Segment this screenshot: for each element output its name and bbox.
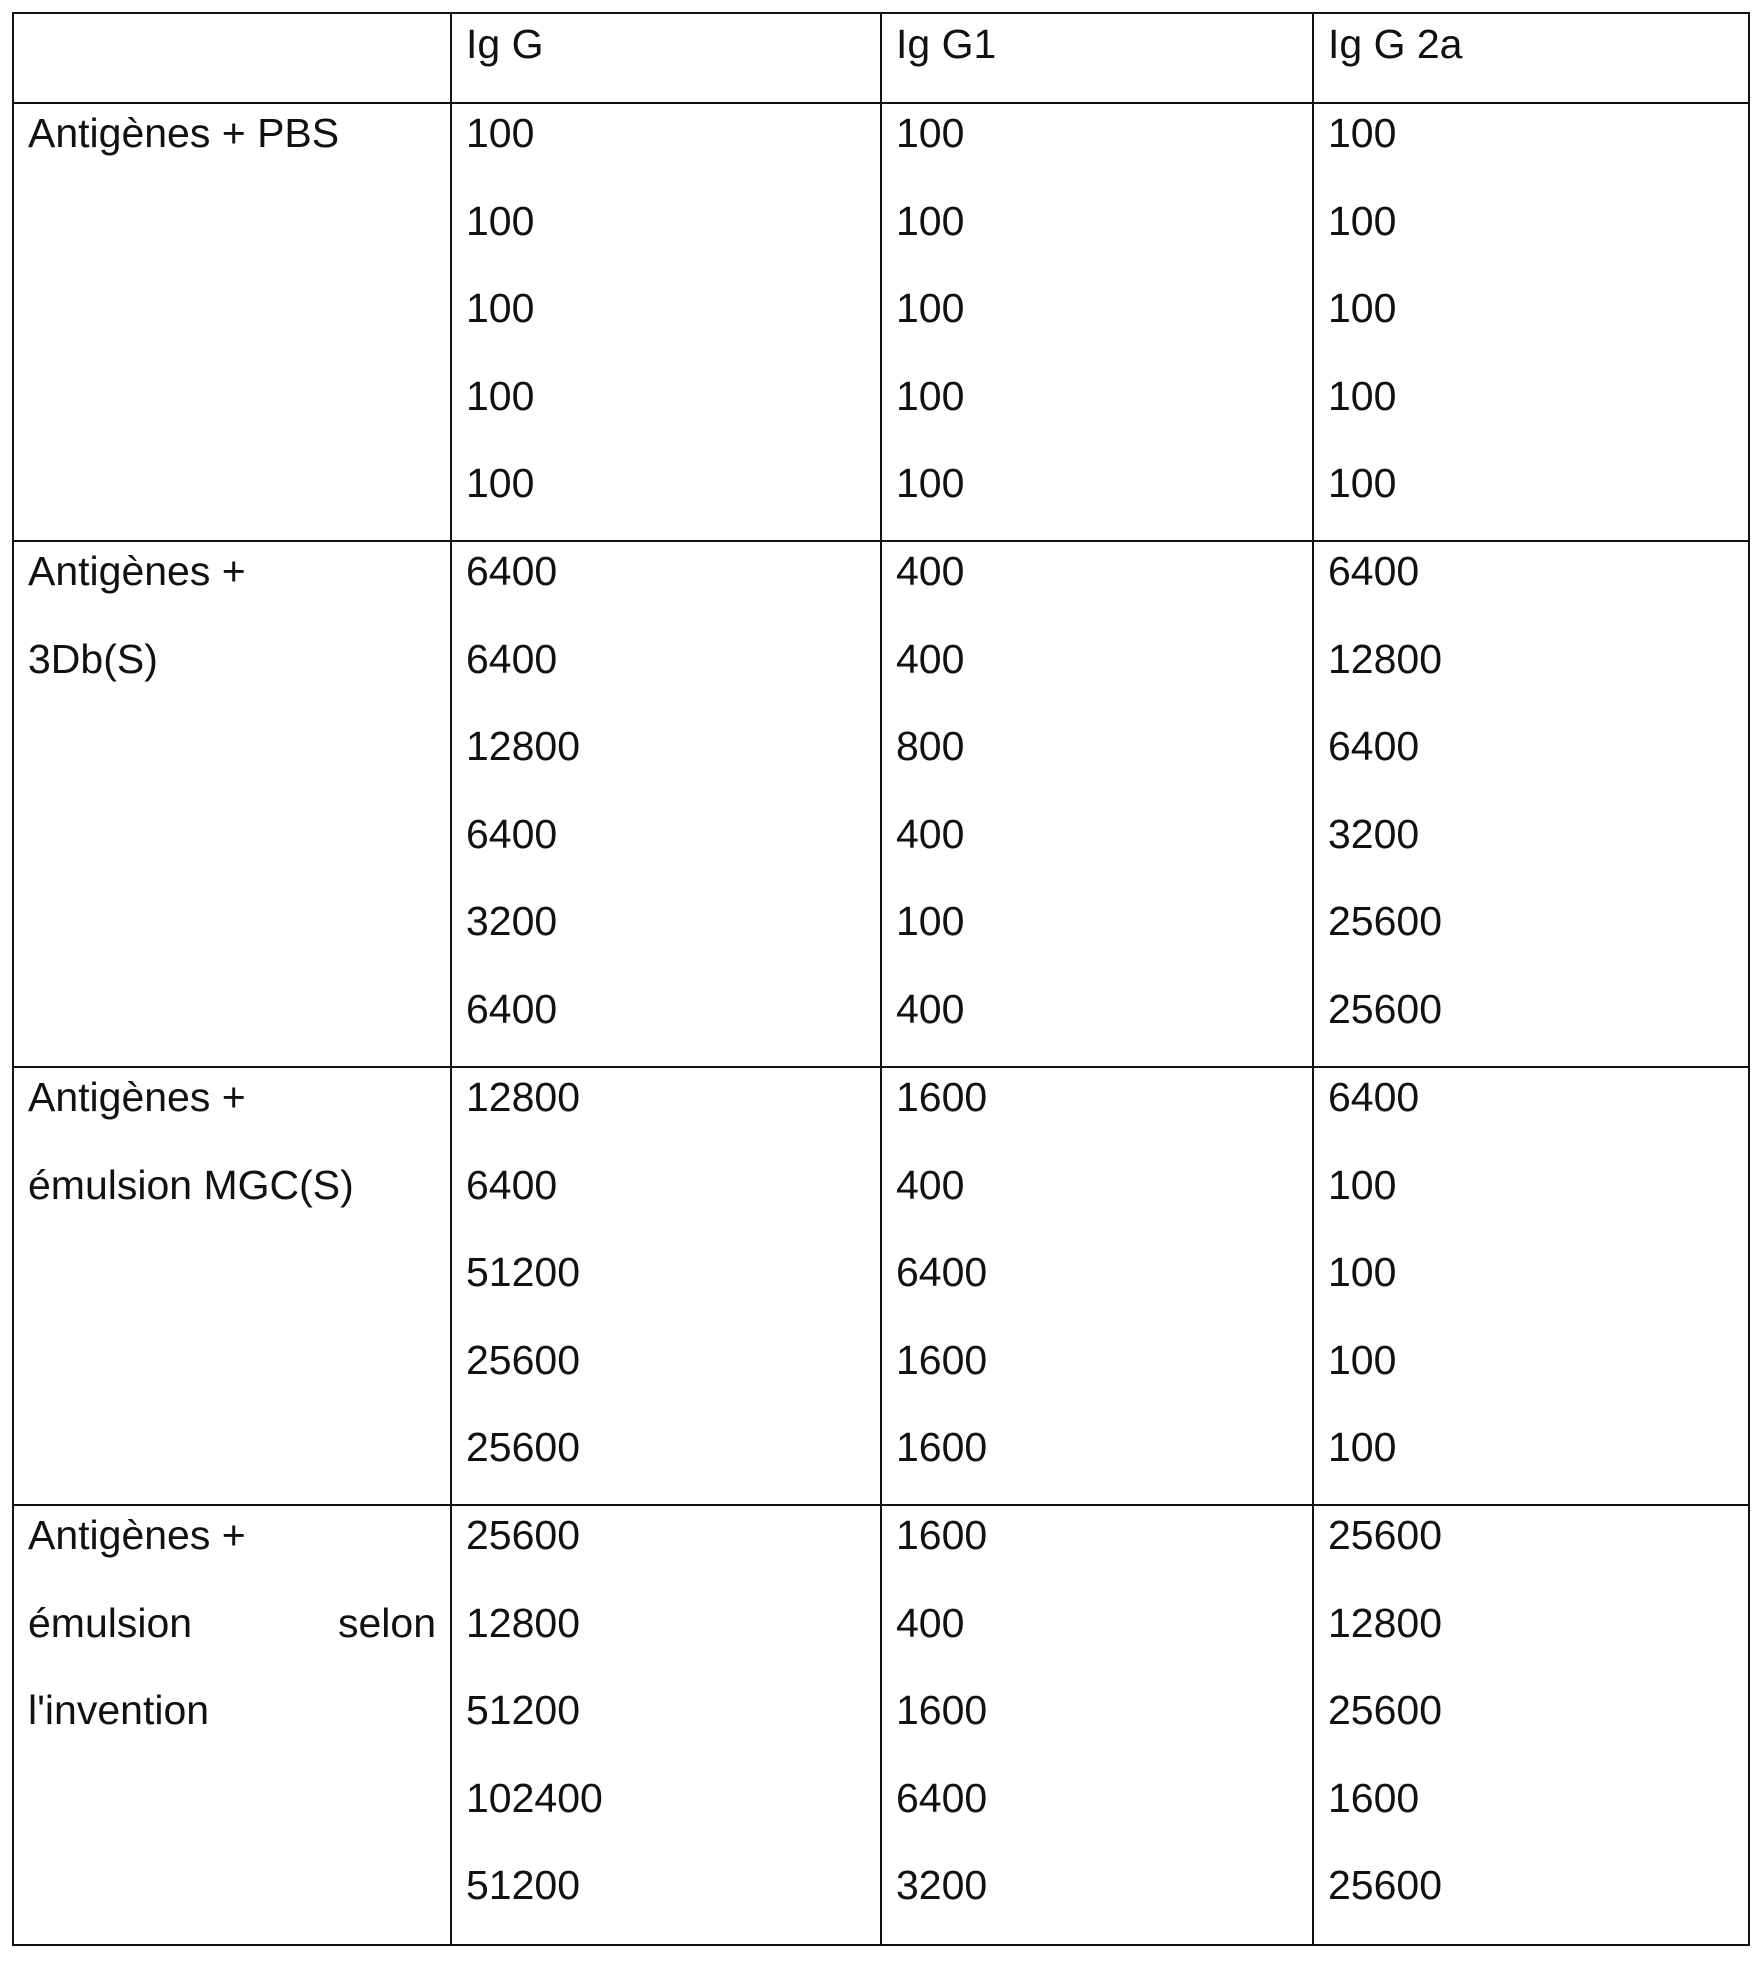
igg2a-value: 100	[1328, 1142, 1748, 1230]
igg-values-cell	[451, 541, 881, 1067]
row-label-cell	[13, 1067, 451, 1505]
igg-value: 51200	[466, 1842, 880, 1930]
igg1-value: 400	[896, 541, 1312, 616]
igg1-value: 100	[896, 103, 1312, 178]
igg2a-value: 100	[1328, 1404, 1748, 1492]
igg-value: 25600	[466, 1404, 880, 1492]
igg1-values	[896, 1505, 1312, 1930]
igg1-value: 6400	[896, 1755, 1312, 1843]
table-row	[13, 541, 1749, 1067]
igg1-value: 100	[896, 265, 1312, 353]
igg-value: 12800	[466, 703, 880, 791]
igg1-values-cell	[881, 103, 1313, 541]
header-igg2a-cell	[1313, 13, 1749, 103]
igg1-value: 400	[896, 791, 1312, 879]
igg1-value: 3200	[896, 1842, 1312, 1930]
igg1-values	[896, 1067, 1312, 1492]
igg2a-value: 3200	[1328, 791, 1748, 879]
header-igg1-cell	[881, 13, 1313, 103]
igg-value: 6400	[466, 791, 880, 879]
igg1-values-cell	[881, 541, 1313, 1067]
igg1-values	[896, 541, 1312, 1053]
row-label	[28, 541, 450, 703]
table-row	[13, 1505, 1749, 1945]
igg2a-value: 100	[1328, 1229, 1748, 1317]
row-label-line: Antigènes +	[28, 1505, 450, 1580]
igg-value: 12800	[466, 1580, 880, 1668]
igg2a-value: 100	[1328, 178, 1748, 266]
antibody-titer-table	[12, 12, 1750, 1946]
igg-values	[466, 541, 880, 1053]
igg1-value: 100	[896, 178, 1312, 266]
igg1-values	[896, 103, 1312, 528]
row-label-line: l'invention	[28, 1667, 450, 1755]
header-empty-cell	[13, 13, 451, 103]
igg2a-value: 100	[1328, 440, 1748, 528]
igg-values	[466, 103, 880, 528]
igg-value: 12800	[466, 1067, 880, 1142]
igg2a-values	[1328, 1067, 1748, 1492]
igg1-value: 100	[896, 440, 1312, 528]
igg1-value: 1600	[896, 1505, 1312, 1580]
header-row	[13, 13, 1749, 103]
igg1-value: 100	[896, 878, 1312, 966]
igg2a-value: 100	[1328, 1317, 1748, 1405]
igg2a-values-cell	[1313, 1505, 1749, 1945]
row-label-word: émulsion	[28, 1580, 192, 1668]
igg2a-value: 6400	[1328, 541, 1748, 616]
igg-value: 100	[466, 178, 880, 266]
igg1-value: 1600	[896, 1317, 1312, 1405]
igg2a-value: 100	[1328, 265, 1748, 353]
igg2a-values	[1328, 1505, 1748, 1930]
igg-values	[466, 1067, 880, 1492]
igg1-values-cell	[881, 1067, 1313, 1505]
igg-values-cell	[451, 1505, 881, 1945]
row-label-line	[28, 1580, 450, 1668]
igg-value: 6400	[466, 966, 880, 1054]
row-label-cell	[13, 103, 451, 541]
igg2a-values-cell	[1313, 103, 1749, 541]
igg-value: 6400	[466, 1142, 880, 1230]
igg-value: 100	[466, 353, 880, 441]
table-row	[13, 1067, 1749, 1505]
igg-value: 6400	[466, 541, 880, 616]
igg-value: 102400	[466, 1755, 880, 1843]
igg2a-values-cell	[1313, 541, 1749, 1067]
igg-value: 51200	[466, 1229, 880, 1317]
igg2a-values	[1328, 103, 1748, 528]
igg-values-cell	[451, 103, 881, 541]
igg2a-value: 100	[1328, 353, 1748, 441]
igg1-value: 6400	[896, 1229, 1312, 1317]
row-label-cell	[13, 1505, 451, 1945]
igg-values	[466, 1505, 880, 1930]
igg2a-value: 6400	[1328, 703, 1748, 791]
igg-values-cell	[451, 1067, 881, 1505]
row-label-cell	[13, 541, 451, 1067]
row-label	[28, 1067, 450, 1229]
igg-value: 100	[466, 103, 880, 178]
igg2a-value: 6400	[1328, 1067, 1748, 1142]
igg2a-values-cell	[1313, 1067, 1749, 1505]
header-igg2a: Ig G 2a	[1328, 14, 1748, 74]
igg2a-value: 12800	[1328, 616, 1748, 704]
igg-value: 100	[466, 440, 880, 528]
igg-value: 6400	[466, 616, 880, 704]
igg2a-value: 25600	[1328, 1842, 1748, 1930]
row-label-line: émulsion MGC(S)	[28, 1142, 450, 1230]
igg-value: 51200	[466, 1667, 880, 1755]
header-igg-cell	[451, 13, 881, 103]
igg1-values-cell	[881, 1505, 1313, 1945]
igg2a-value: 25600	[1328, 1667, 1748, 1755]
igg1-value: 400	[896, 1142, 1312, 1230]
igg2a-value: 12800	[1328, 1580, 1748, 1668]
row-label-word: selon	[338, 1580, 436, 1668]
igg1-value: 1600	[896, 1067, 1312, 1142]
igg1-value: 1600	[896, 1667, 1312, 1755]
header-igg1: Ig G1	[896, 14, 1312, 74]
row-label	[28, 1505, 450, 1755]
igg-value: 25600	[466, 1317, 880, 1405]
row-label-line: 3Db(S)	[28, 616, 450, 704]
igg-value: 3200	[466, 878, 880, 966]
igg1-value: 1600	[896, 1404, 1312, 1492]
row-label-line: Antigènes +	[28, 541, 450, 616]
row-label-line: Antigènes + PBS	[28, 103, 450, 178]
igg-value: 100	[466, 265, 880, 353]
igg2a-value: 100	[1328, 103, 1748, 178]
igg1-value: 400	[896, 966, 1312, 1054]
igg2a-value: 1600	[1328, 1755, 1748, 1843]
igg2a-value: 25600	[1328, 966, 1748, 1054]
igg2a-value: 25600	[1328, 1505, 1748, 1580]
header-igg: Ig G	[466, 14, 880, 74]
row-label	[28, 103, 450, 178]
igg2a-values	[1328, 541, 1748, 1053]
igg-value: 25600	[466, 1505, 880, 1580]
igg1-value: 100	[896, 353, 1312, 441]
igg1-value: 800	[896, 703, 1312, 791]
igg1-value: 400	[896, 1580, 1312, 1668]
igg1-value: 400	[896, 616, 1312, 704]
table-row	[13, 103, 1749, 541]
row-label-line: Antigènes +	[28, 1067, 450, 1142]
igg2a-value: 25600	[1328, 878, 1748, 966]
